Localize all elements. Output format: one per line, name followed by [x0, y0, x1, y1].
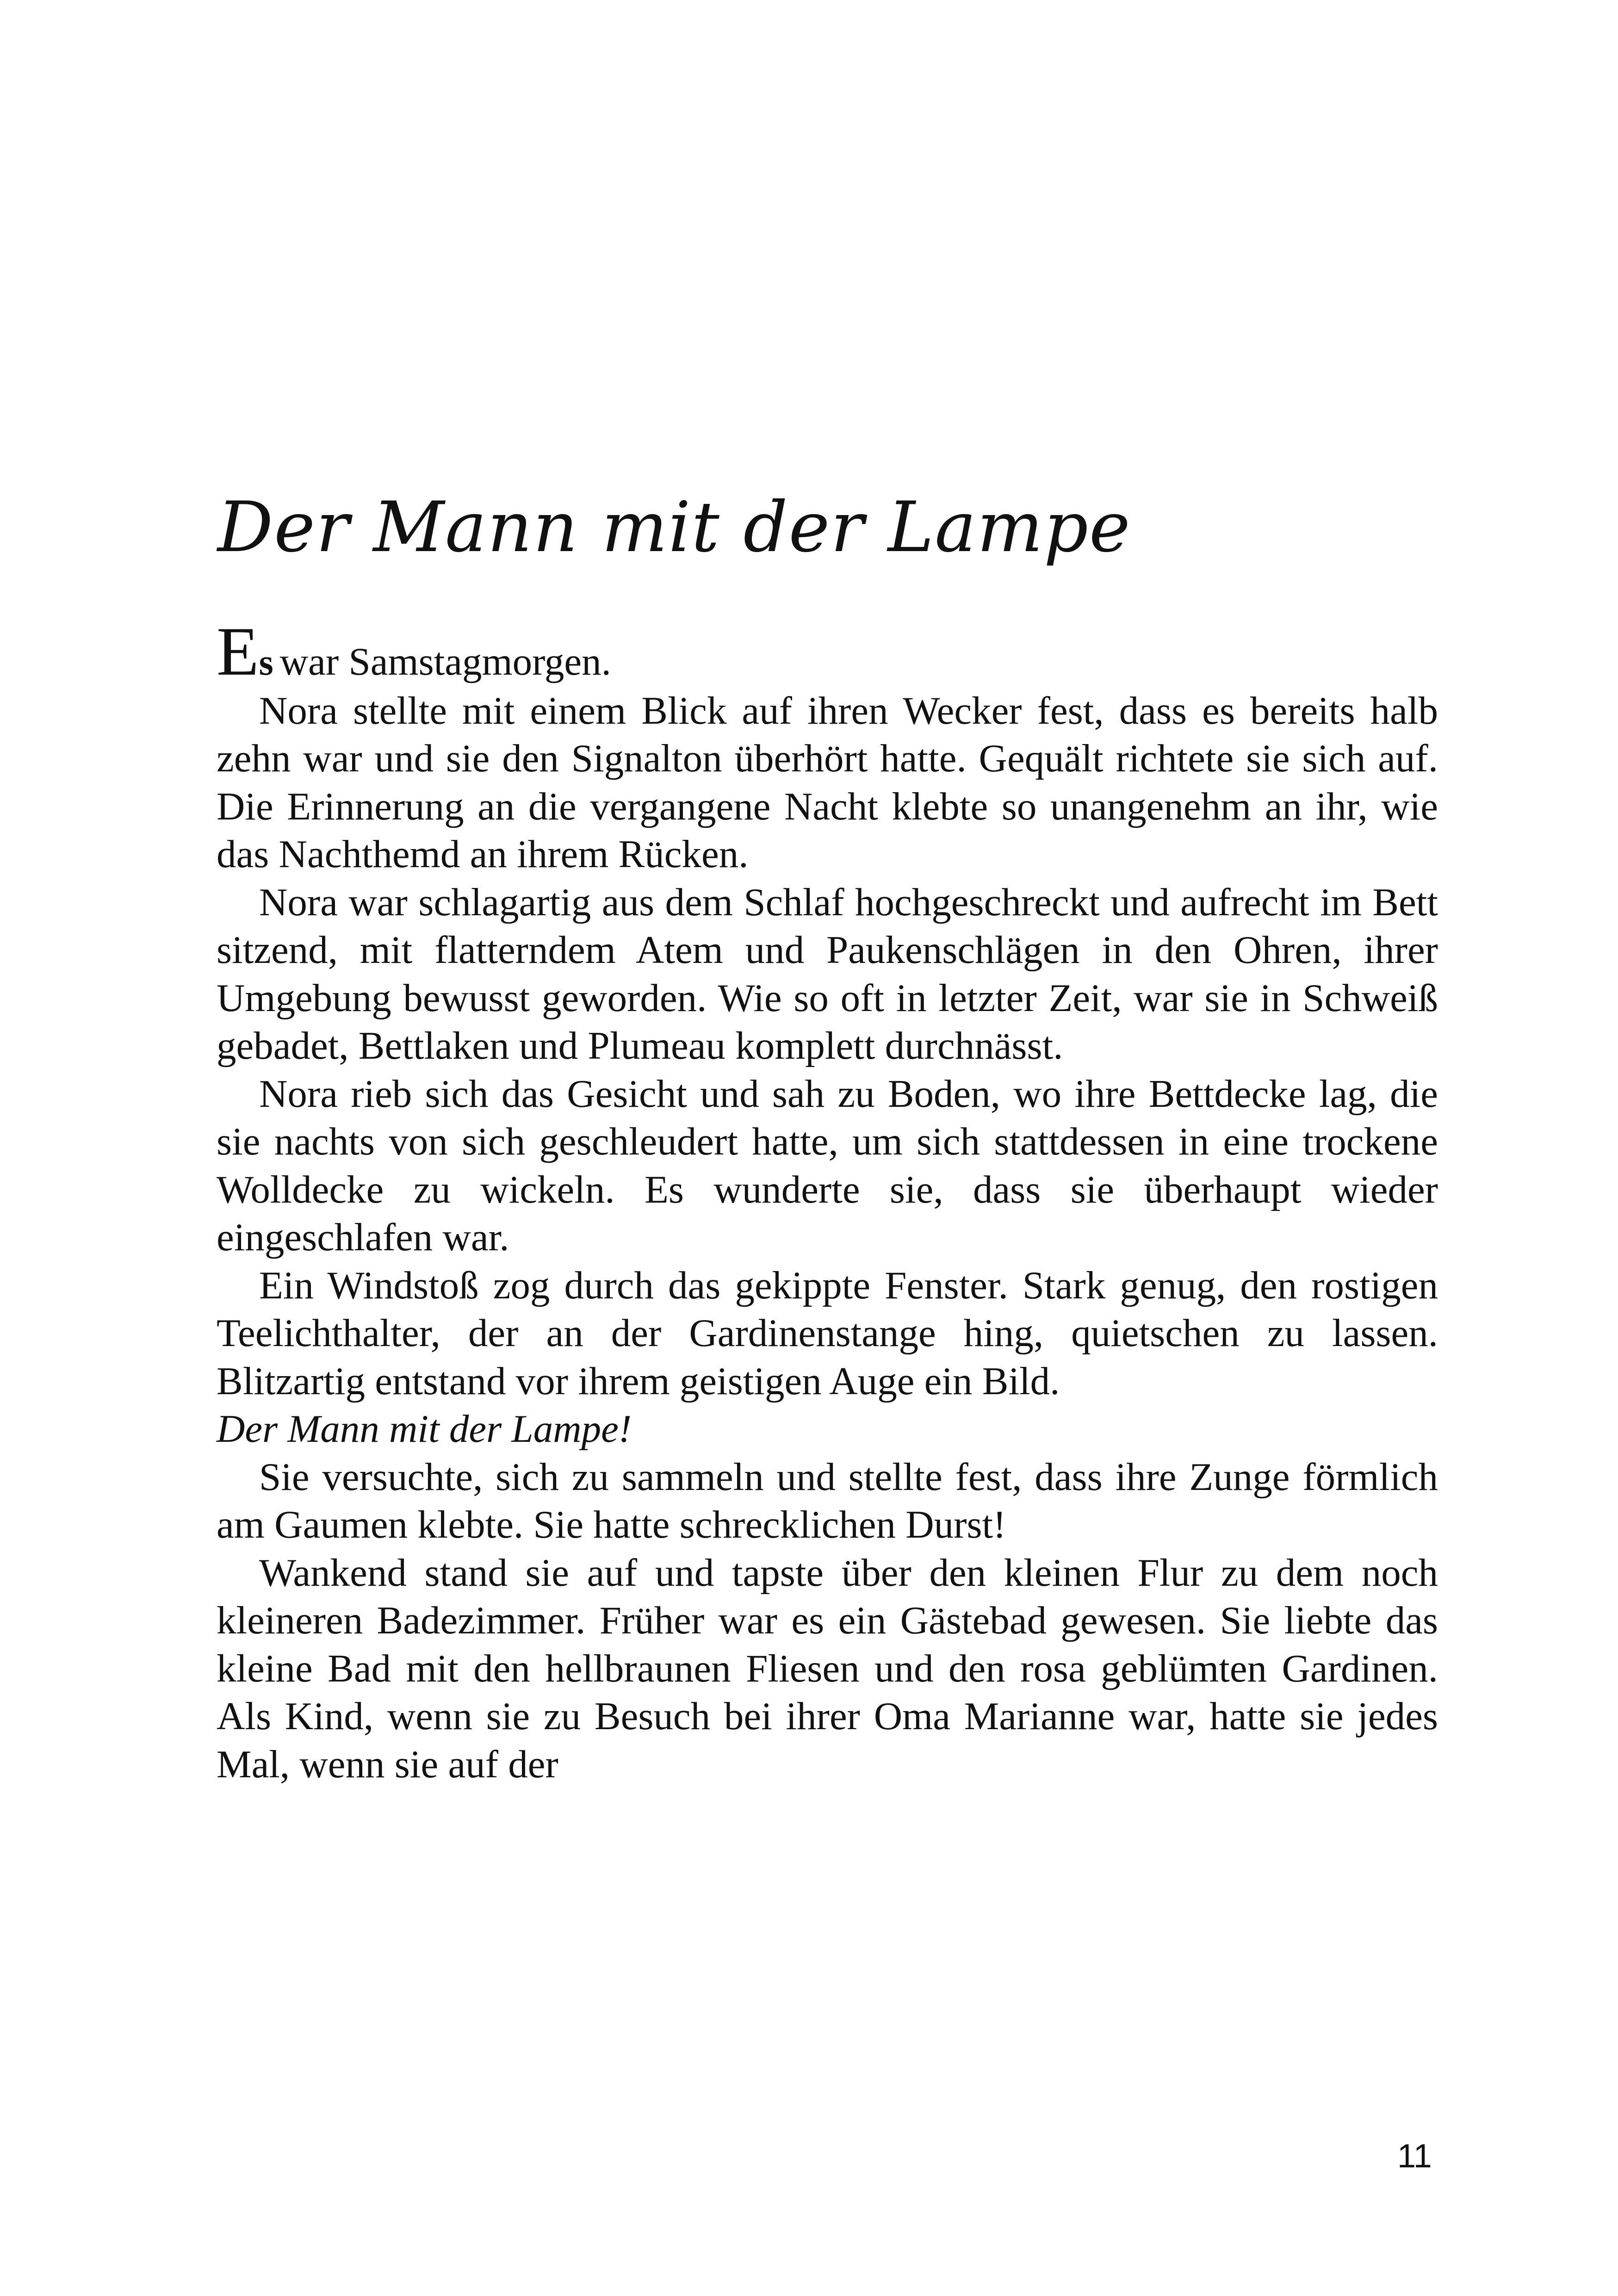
body-text — [217, 613, 1438, 1788]
paragraph: Sie versuchte, sich zu sammeln und stellte fest, dass ihre Zunge förmlich am Gaumen klebte. Sie hatte schrecklichen Durst! — [217, 1455, 1438, 1546]
drop-cap: E — [217, 613, 259, 690]
paragraph: Wankend stand sie auf und tapste über den kleinen Flur zu dem noch kleineren Badezimmer. Früher war es ein Gästebad gewesen. Sie liebte das kleine Bad mit den hellbraunen Fliesen und den rosa geblümten Gardinen. Als Kind, wenn sie zu Besuch bei ihrer Oma Marianne war, hatte sie jedes Mal, wenn sie auf der — [217, 1551, 1438, 1786]
opening-line — [217, 613, 1438, 690]
drop-cap-second-letter: s — [259, 642, 273, 683]
paragraph: Nora stellte mit einem Blick auf ihren Wecker fest, dass es bereits halb zehn war und sie den Signalton überhört hatte. Gequält richtete sie sich auf. Die Erinnerung an die vergangene Nacht klebte so unangenehm an ihr, wie das Nachthemd an ihrem Rücken. — [217, 689, 1438, 876]
paragraph: Nora rieb sich das Gesicht und sah zu Boden, wo ihre Bettdecke lag, die sie nachts von sich geschleudert hatte, um sich stattdessen in eine trockene Wolldecke zu wickeln. Es wunderte sie, dass sie überhaupt wieder eingeschlafen war. — [217, 1072, 1438, 1259]
page-number: 11 — [1397, 2138, 1432, 2175]
paragraph: Ein Windstoß zog durch das gekippte Fenster. Stark genug, den rostigen Teelichthalter, der an der Gardinenstange hing, quietschen zu lassen. Blitzartig entstand vor ihrem geistigen Auge ein Bild. — [217, 1263, 1438, 1403]
chapter-title: Der Mann mit der Lampe — [217, 487, 1131, 568]
opening-line-text: war Samstagmorgen. — [279, 640, 611, 683]
italic-line: Der Mann mit der Lampe! — [217, 1407, 632, 1451]
paragraph: Nora war schlagartig aus dem Schlaf hochgeschreckt und aufrecht im Bett sitzend, mit flatterndem Atem und Paukenschlägen in den Ohren, ihrer Umgebung bewusst geworden. Wie so oft in letzter Zeit, war sie in Schweiß gebadet, Bettlaken und Plumeau komplett durchnässt. — [217, 880, 1438, 1067]
